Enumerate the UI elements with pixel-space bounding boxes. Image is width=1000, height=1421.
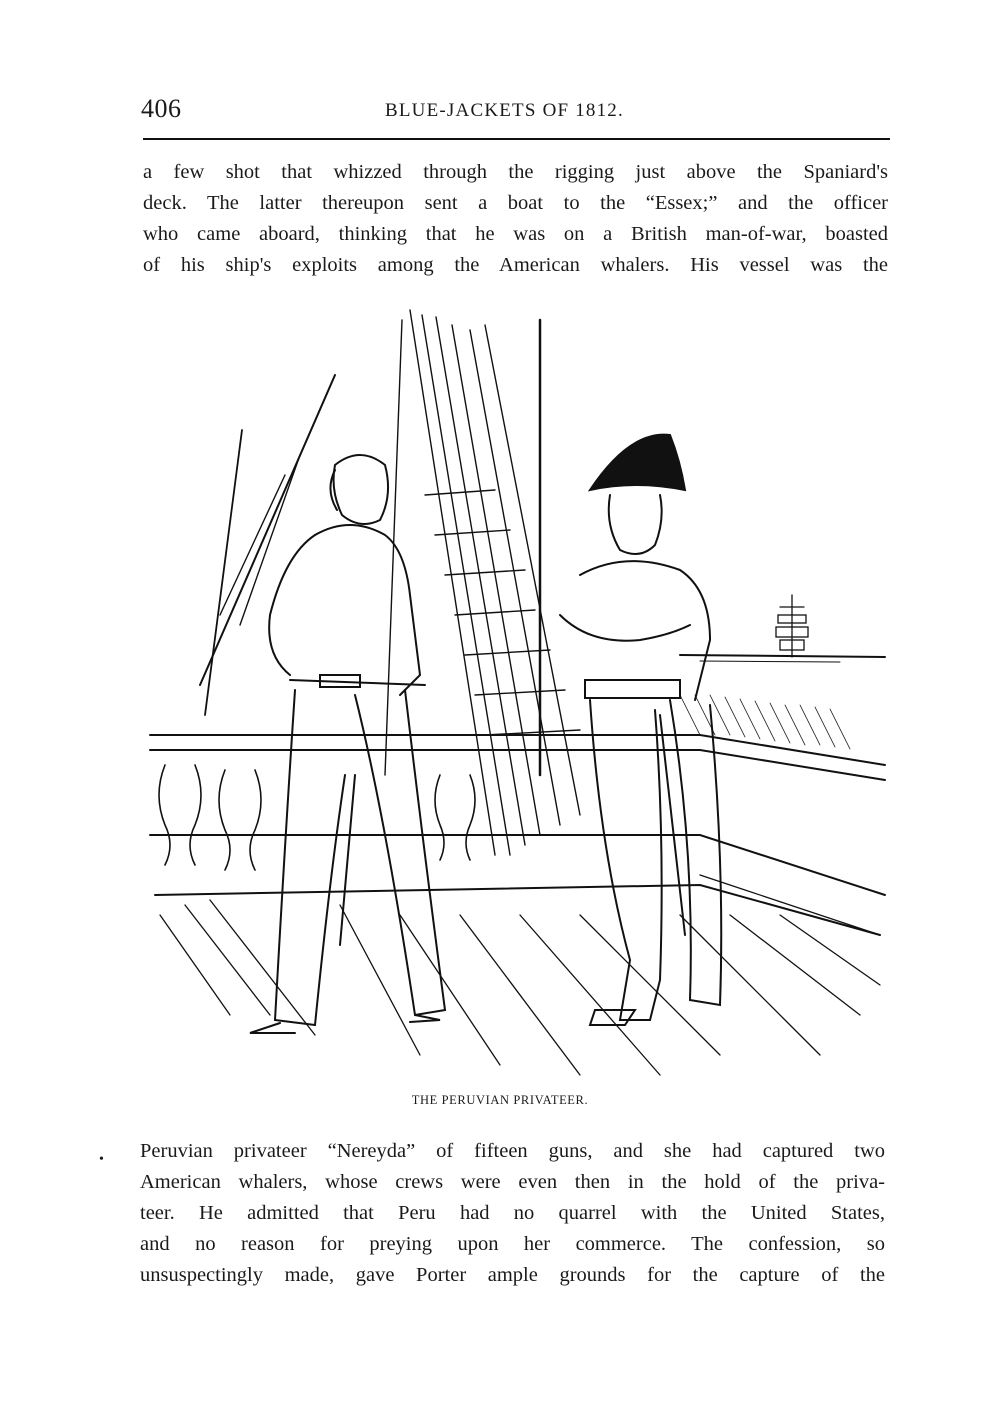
text-line: of his ship's exploits among the American whalers. His vessel was the	[143, 254, 888, 276]
horizon-line	[680, 655, 885, 662]
bottom-paragraph	[140, 1136, 885, 1291]
text-line: a few shot that whizzed through the rigging just above the Spaniard's	[143, 161, 888, 183]
text-line: teer. He admitted that Peru had no quarrel with the United States,	[140, 1202, 885, 1224]
text-line: deck. The latter thereupon sent a boat to the “Essex;” and the officer	[143, 192, 888, 214]
header-rule	[143, 138, 890, 140]
illustration-peruvian-privateer	[140, 295, 890, 1085]
text-line: Peruvian privateer “Nereyda” of fifteen guns, and she had captured two	[140, 1140, 885, 1162]
illustration-caption: THE PERUVIAN PRIVATEER.	[411, 1093, 589, 1107]
rail-hatching	[680, 695, 850, 749]
text-line: who came aboard, thinking that he was on a British man-of-war, boasted	[143, 223, 888, 245]
ship-rail	[150, 735, 885, 935]
page-number: 406	[141, 94, 182, 123]
distant-ship-icon	[776, 595, 808, 657]
text-line: American whalers, whose crews were even then in the hold of the priva-	[140, 1171, 885, 1193]
bullet-mark: •	[99, 1152, 104, 1167]
running-title: BLUE-JACKETS OF 1812.	[385, 100, 624, 121]
text-line: and no reason for preying upon her commerce. The confession, so	[140, 1233, 885, 1255]
top-paragraph	[143, 157, 888, 281]
sailor-figure	[250, 455, 445, 1033]
text-line: unsuspectingly made, gave Porter ample grounds for the capture of the	[140, 1264, 885, 1286]
balusters	[159, 765, 475, 870]
